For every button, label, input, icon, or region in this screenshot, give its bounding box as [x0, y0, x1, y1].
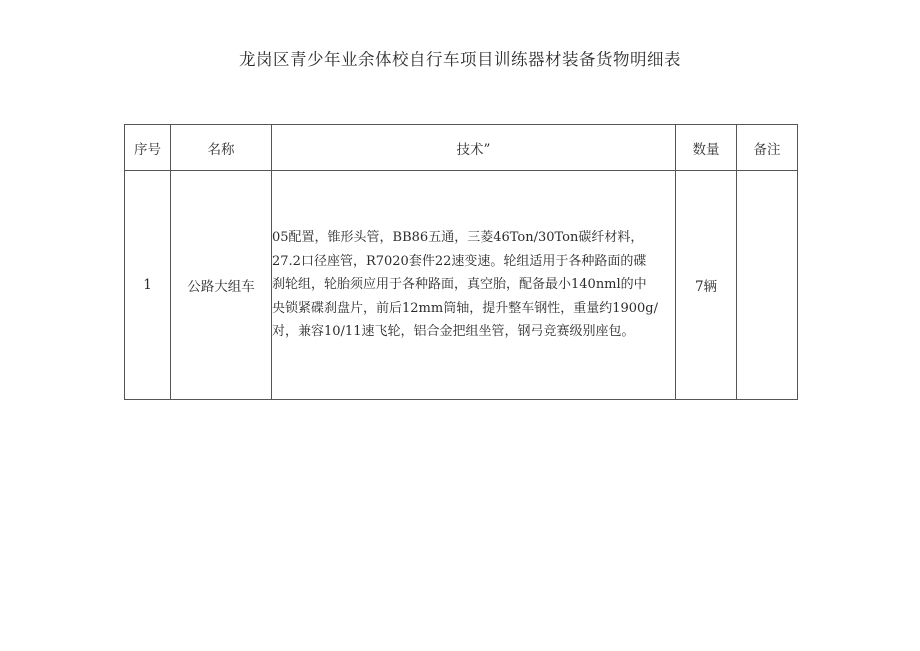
header-quantity: 数量	[676, 125, 737, 171]
tech-spec-line: 05配置，锥形头管，BB86五通，三菱46Ton/30Ton碳纤材料，	[272, 230, 644, 246]
table-header-row	[125, 125, 798, 171]
table-row	[125, 171, 798, 400]
cell-index: 1	[125, 171, 171, 400]
tech-spec-line: 刹轮组，轮胎须应用于各种路面，真空胎，配备最小140nml的中	[272, 277, 647, 293]
header-remarks: 备注	[737, 125, 798, 171]
cell-name: 公路大组车	[171, 171, 272, 400]
equipment-table	[124, 124, 798, 400]
tech-spec-line: 央锁紧碟刹盘片，前后12mm筒轴，提升整车钢性，重量约1900g/	[272, 300, 658, 316]
cell-quantity: 7辆	[676, 171, 737, 400]
tech-spec-line: 27.2口径座管，R7020套件22速变速。轮组适用于各种路面的碟	[272, 253, 647, 269]
tech-spec-line: 对，兼容10/11速飞轮，铝合金把组坐管，钢弓竞赛级别座包。	[272, 324, 635, 340]
header-index: 序号	[125, 125, 171, 171]
header-name: 名称	[171, 125, 272, 171]
header-tech: 技术”	[272, 125, 676, 171]
cell-remarks	[737, 171, 798, 400]
document-title: 龙岗区青少年业余体校自行车项目训练器材装备货物明细表	[239, 50, 681, 69]
cell-tech-spec	[272, 171, 676, 400]
